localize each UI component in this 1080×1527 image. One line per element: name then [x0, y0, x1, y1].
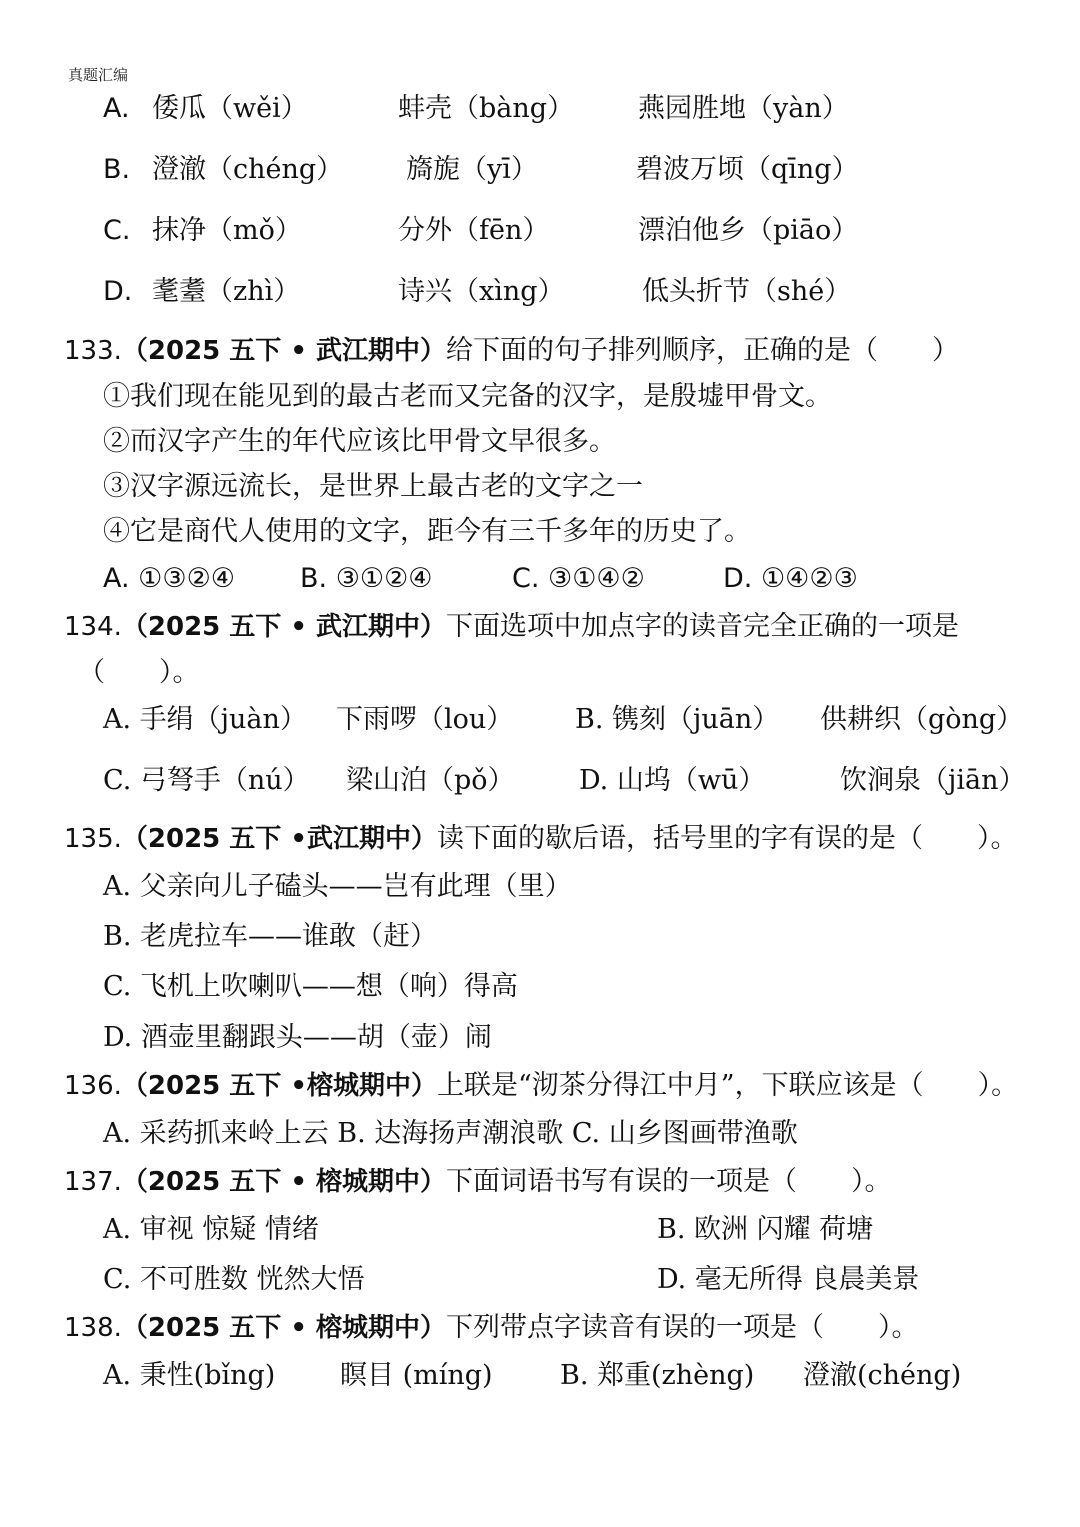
- word-item: 漂泊他乡（piāo）: [638, 215, 859, 246]
- option-label: D.: [103, 276, 133, 307]
- sentence-3: ③汉字源远流长，是世界上最古老的文字之一: [103, 471, 643, 502]
- option-c: C. ③①④②: [512, 563, 645, 594]
- options: A. 采药抓来岭上云 B. 达海扬声潮浪歌 C. 山乡图画带渔歌: [103, 1118, 798, 1149]
- word-item: 低头折节（shé）: [642, 276, 852, 307]
- option-d-word-2: 饮涧泉（jiān）: [840, 765, 1026, 796]
- option-c-word-1: C. 弓弩手（nú）: [103, 765, 310, 796]
- option-c: C. 飞机上吹喇叭——想（响）得高: [103, 971, 518, 1002]
- option-a-word-1: A. 手绢（juàn）: [103, 704, 307, 735]
- option-b: B. ③①②④: [300, 563, 433, 594]
- question-number: 137.: [64, 1167, 122, 1197]
- question-number: 134.: [64, 612, 122, 642]
- question-source: （2025 五下 •榕城期中）: [121, 1071, 437, 1101]
- word-item: 旖旎（yī）: [406, 154, 538, 185]
- sentence-1: ①我们现在能见到的最古老而又完备的汉字，是殷墟甲骨文。: [103, 381, 832, 412]
- question-source: （2025 五下 •武江期中）: [121, 824, 437, 854]
- option-label: B.: [103, 154, 131, 185]
- option-c-word-2: 梁山泊（pǒ）: [346, 765, 515, 796]
- word-item: 分外（fēn）: [398, 215, 550, 246]
- option-d: D. 毫无所得 良晨美景: [657, 1264, 920, 1295]
- question-source: （2025 五下 • 榕城期中）: [121, 1167, 447, 1197]
- word-item: 抹净（mǒ）: [152, 215, 302, 246]
- option-a: A. 审视 惊疑 情绪: [103, 1214, 319, 1245]
- option-a-word-2: 瞑目 (míng): [340, 1360, 493, 1391]
- question-number: 136.: [64, 1071, 122, 1101]
- question-stem: 下面选项中加点字的读音完全正确的一项是: [446, 611, 960, 642]
- question-stem: 读下面的歇后语，括号里的字有误的是（ ）。: [436, 823, 1018, 854]
- sentence-2: ②而汉字产生的年代应该比甲骨文早很多。: [103, 426, 616, 457]
- question-number: 135.: [64, 824, 122, 854]
- word-item: 耄耋（zhì）: [152, 276, 301, 307]
- option-d: D. 酒壶里翻跟头——胡（壶）闹: [103, 1022, 492, 1053]
- question-stem: 下列带点字读音有误的一项是（ ）。: [446, 1312, 919, 1343]
- option-d: D. ①④②③: [723, 563, 858, 594]
- option-b-word-2: 澄澈(chéng): [803, 1360, 962, 1391]
- question-number: 138.: [64, 1313, 122, 1343]
- option-b-word-2: 供耕织（gòng）: [820, 704, 1024, 735]
- option-a: A. ①③②④: [103, 563, 235, 594]
- option-a-word-2: 下雨啰（lou）: [336, 704, 514, 735]
- page-header: 真题汇编: [68, 66, 129, 84]
- word-item: 诗兴（xìng）: [398, 276, 565, 307]
- option-b: B. 欧洲 闪耀 荷塘: [657, 1214, 874, 1245]
- question-stem: 下面词语书写有误的一项是（ ）。: [446, 1166, 892, 1197]
- option-a: A. 父亲向儿子磕头——岂有此理（里）: [103, 871, 572, 902]
- word-item: 燕园胜地（yàn）: [638, 93, 849, 124]
- question-source: （2025 五下 • 榕城期中）: [121, 1313, 447, 1343]
- word-item: 碧波万顷（qīng）: [636, 154, 859, 185]
- question-source: （2025 五下 • 武江期中）: [121, 336, 447, 366]
- question-number: 133.: [64, 336, 122, 366]
- option-c: C. 不可胜数 恍然大悟: [103, 1264, 365, 1295]
- option-label: A.: [103, 93, 130, 124]
- question-stem: 给下面的句子排列顺序，正确的是（ ）: [446, 335, 960, 366]
- answer-blank: （ ）。: [78, 657, 200, 688]
- word-item: 倭瓜（wěi）: [152, 93, 308, 124]
- word-item: 蚌壳（bàng）: [398, 93, 575, 124]
- option-a-word-1: A. 秉性(bǐng): [103, 1360, 276, 1391]
- question-source: （2025 五下 • 武江期中）: [121, 612, 447, 642]
- option-b: B. 老虎拉车——谁敢（赶）: [103, 921, 438, 952]
- option-label: C.: [103, 215, 131, 246]
- sentence-4: ④它是商代人使用的文字，距今有三千多年的历史了。: [103, 516, 751, 547]
- option-b-word-1: B. 镌刻（juān）: [575, 704, 780, 735]
- word-item: 澄澈（chéng）: [152, 154, 344, 185]
- option-b-word-1: B. 郑重(zhèng): [560, 1360, 755, 1391]
- option-d-word-1: D. 山坞（wū）: [579, 765, 766, 796]
- question-stem: 上联是“沏茶分得江中月”，下联应该是（ ）。: [436, 1070, 1019, 1101]
